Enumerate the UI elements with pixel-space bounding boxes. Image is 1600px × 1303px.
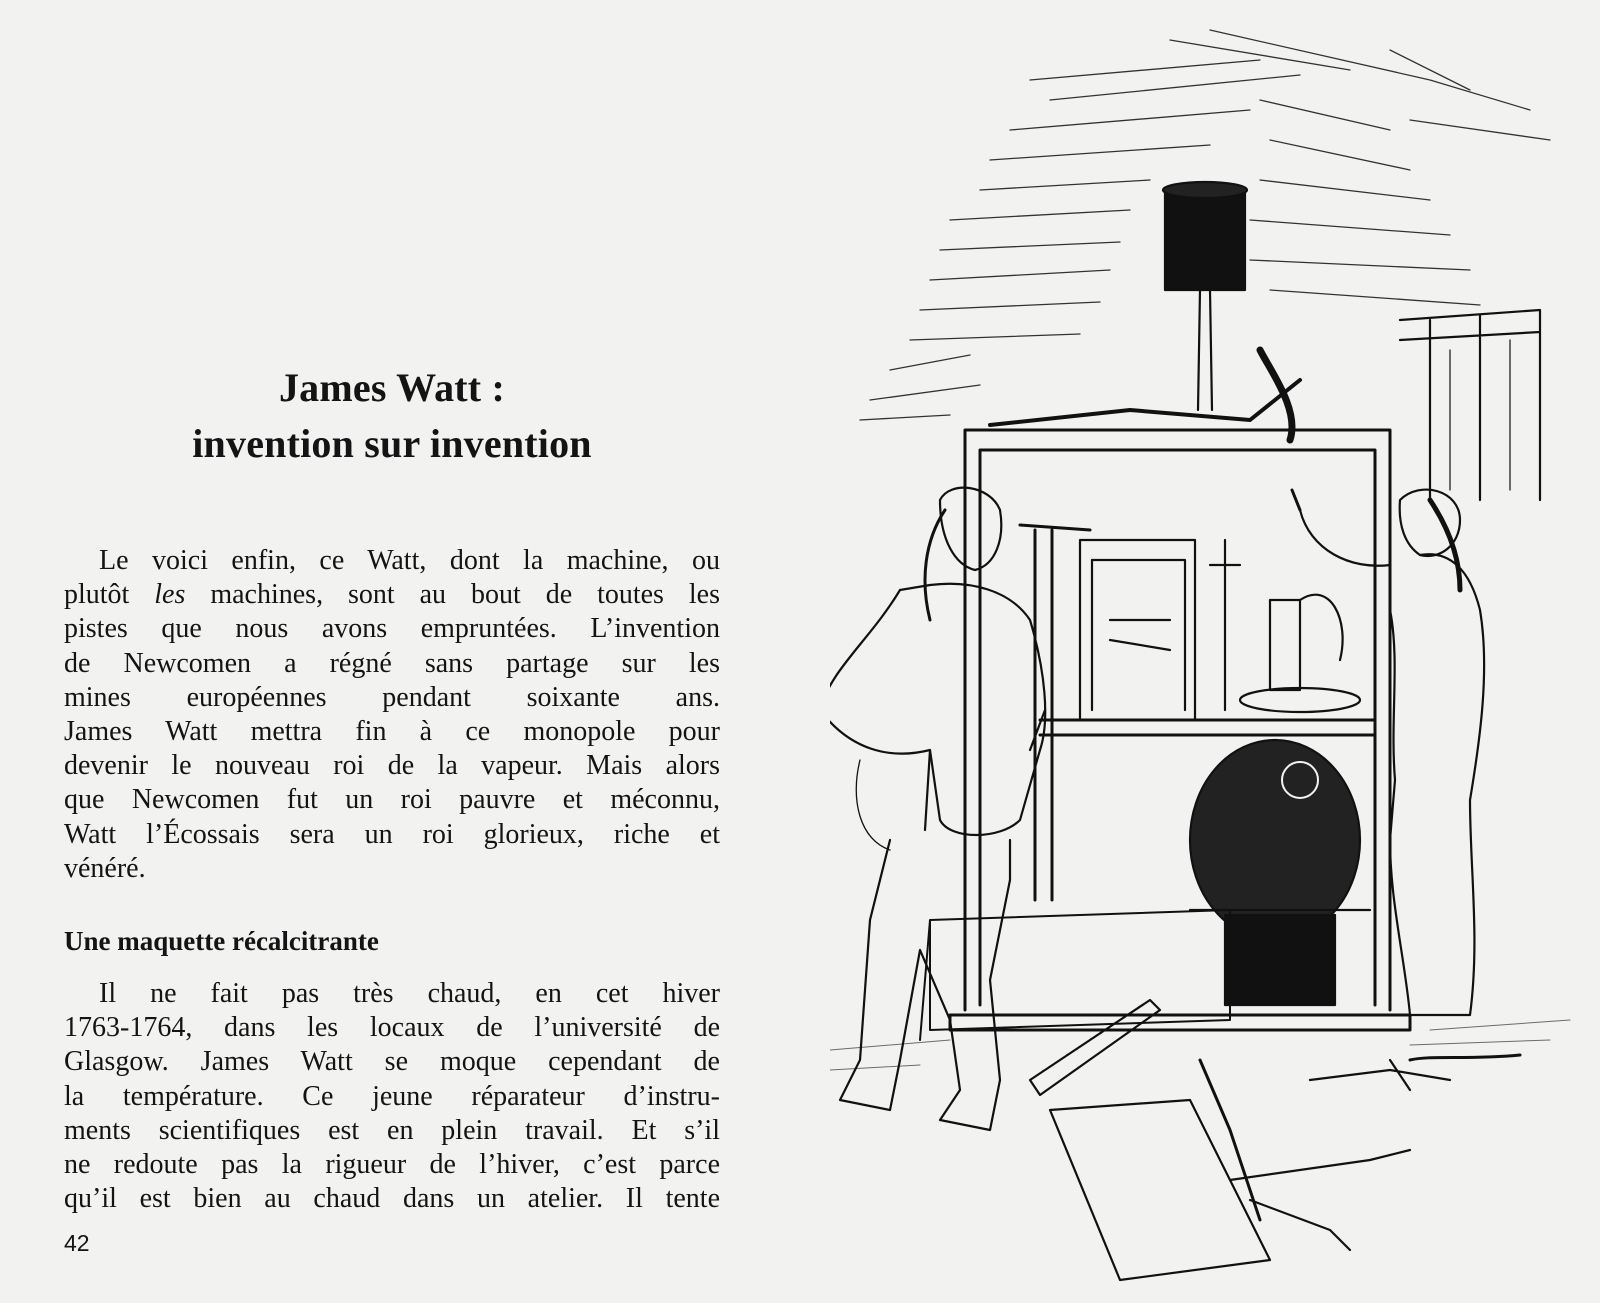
boiler: [1190, 740, 1370, 1005]
chapter-title-line-1: James Watt :: [278, 365, 506, 410]
paragraph-workshop: [64, 977, 720, 1216]
text-line: de Newcomen a régné sans partage sur les: [64, 647, 720, 679]
text-line: Watt l’Écossais sera un roi glorieux, riche et: [64, 818, 720, 850]
floor-tools: [1030, 1000, 1520, 1280]
window-frame: [1400, 310, 1540, 500]
hanging-pot: [1163, 182, 1247, 410]
text-line: Il ne fait pas très chaud, en cet hiver: [99, 978, 720, 1009]
text-line: James Watt mettra fin à ce monopole pour: [64, 716, 720, 748]
ink-drawing-workshop-icon: [830, 20, 1590, 1290]
text-line: devenir le nouveau roi de la vapeur. Mais alors: [64, 750, 720, 782]
text-line: ne redoute pas la rigueur de l’hiver, c’est parce: [64, 1149, 720, 1181]
text-line: 1763-1764, dans les locaux de l’université de: [64, 1012, 720, 1044]
italic-word: les: [154, 579, 186, 611]
text-line: la température. Ce jeune réparateur d’instru-: [64, 1080, 720, 1112]
text-line: pistes que nous avons empruntées. L’invention: [64, 613, 720, 645]
chapter-title-line-2: invention sur invention: [192, 421, 592, 466]
model-engine: [1080, 540, 1360, 720]
text-line: Glasgow. James Watt se moque cependant de: [64, 1046, 720, 1078]
paragraph-intro: [64, 544, 720, 886]
text-segment: machines, sont au bout de toutes les: [185, 579, 720, 611]
chapter-title: [64, 360, 720, 472]
machine-frame: [950, 430, 1410, 1030]
worker-left: [830, 488, 1045, 1130]
text-line: [64, 578, 720, 612]
text-line: qu’il est bien au chaud dans un atelier. Il tente: [64, 1183, 720, 1215]
page-number: 42: [64, 1230, 90, 1256]
text-line: ments scientifiques est en plein travail. Et s’il: [64, 1114, 720, 1146]
text-line: que Newcomen fut un roi pauvre et méconnu,: [64, 784, 720, 816]
text-column: [64, 0, 720, 1303]
text-line: Le voici enfin, ce Watt, dont la machine, ou: [99, 545, 720, 576]
text-line: mines européennes pendant soixante ans.: [64, 681, 720, 713]
text-segment: plutôt: [64, 579, 155, 611]
section-subheading: Une maquette récalcitrante: [64, 926, 379, 956]
text-line: vénéré.: [64, 852, 146, 884]
